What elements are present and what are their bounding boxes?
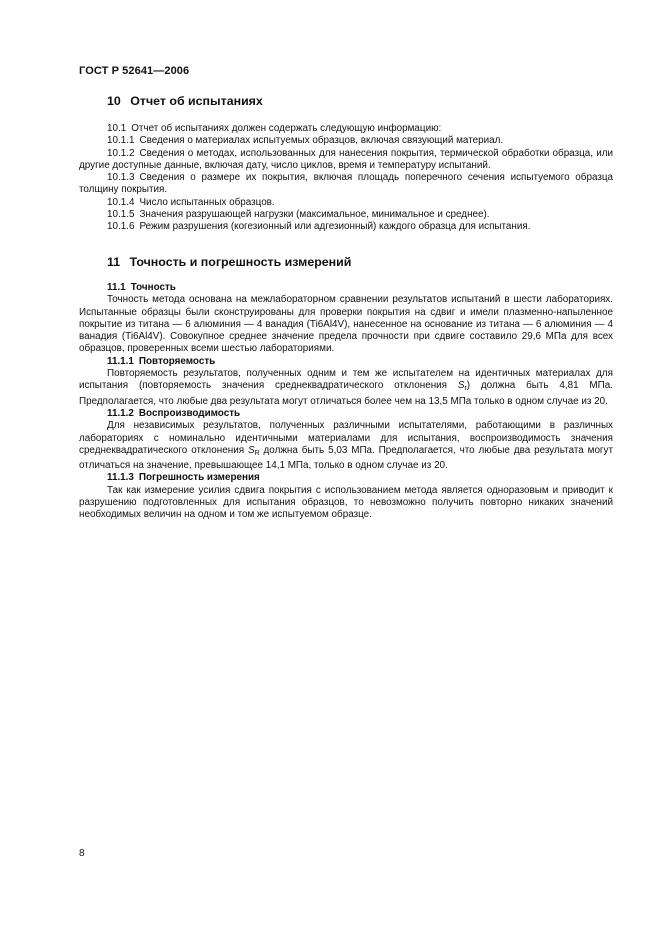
subsection-title: Точность [130,282,176,293]
section-10-heading [107,94,263,108]
symbol-subscript: R [254,449,260,457]
clause-number: 10.1.6 [107,221,135,233]
clause-text: Число испытанных образцов. [139,196,275,208]
paragraph-repeatability [79,368,613,408]
text-run: должна быть 5,03 МПа. Предполагается, что любые два результата могут отличаться на значение, превышающее 14,1 МПа, только в одном случае из 20. [79,444,613,472]
text-run: Повторяемость результатов, полученных одним и тем же испытателем на идентичных материалах для испытания (повторяемость значения среднеквадратического отклонения [79,368,613,392]
text-run: Для независимых результатов, полученных различными испытателями, работающими в различных лабораториях с номинально идентичными материалами для испытания, воспроизводимость значения среднеквадратического отклонения [79,420,613,456]
clause-text: Сведения о методах, использованных для нанесения покрытия, термической обработки образца, или другие доступные данные, включая дату, число циклов, время и температуру испытаний. [79,147,613,171]
clause-10-1-2 [79,148,613,173]
clause-text: Режим разрушения (когезионный или адгезионный) каждого образца для испытания. [139,221,531,233]
symbol-s: S [457,380,465,392]
section-number: 11 [107,255,121,269]
subsection-number: 11.1 [107,282,126,293]
clause-10-1 [79,123,613,135]
page-number: 8 [79,848,85,859]
clause-number: 10.1.5 [107,209,135,221]
text-run: ) должна быть 4,81 МПа. Предполагается, что любые два результата могут отличаться более чем на 13,5 МПа только в одном случае из 20. [79,380,613,407]
clause-text: Значения разрушающей нагрузки (максимальное, минимальное и среднее). [139,209,490,221]
clause-10-1-1 [79,135,613,147]
clause-text: Отчет об испытаниях должен содержать следующую информацию: [131,123,442,134]
subsection-number: 11.1.1 [107,355,134,367]
subsection-title: Повторяемость [138,355,216,367]
clause-10-1-3 [79,172,613,197]
subsection-11-1-1-heading [79,356,613,368]
section-title: Точность и погрешность измерений [129,255,352,269]
symbol-s: S [247,444,255,456]
section-11-heading [107,255,351,269]
subsection-title: Воспроизводимость [138,407,241,419]
clause-10-1-5 [79,209,613,221]
clause-number: 10.1 [107,123,127,134]
section-11-body [79,282,613,522]
paragraph-bias: Так как измерение усилия сдвига покрытия с использованием метода является одноразовым и приводит к разрушению подготовленных для испытания образцов, то невозможно получить повторно никаких значений необходимых величин на одном и том же испытуемом образце. [79,484,613,521]
clause-10-1-6 [79,221,613,233]
subsection-number: 11.1.3 [107,472,134,484]
section-number: 10 [107,94,121,108]
subsection-11-1-2-heading [79,408,613,420]
clause-number: 10.1.3 [107,172,135,184]
clause-text: Сведения о материалах испытуемых образцов, включая связующий материал. [139,135,504,147]
paragraph-reproducibility [79,420,613,472]
subsection-11-1-heading [79,282,613,294]
clause-10-1-4 [79,197,613,209]
paragraph-precision: Точность метода основана на межлабораторном сравнении результатов испытаний в шести лабораториях. Испытанные образцы были сконструированы для проверки покрытия на сдвиг и имели плазменно-напыленное покрытие из титана — 6 алюминия — 4 ванадия (Ti6Al4V), нанесенное на основание из титана — 6 алюминия — 4 ванадия (Ti6Al4V). Совокупное среднее значение предела прочности при сдвиге составило 29,6 МПа для всех образцов, проверенных всеми шестью лабораториями. [79,294,613,355]
clause-number: 10.1.2 [107,147,135,159]
section-title: Отчет об испытаниях [130,94,263,108]
clause-text: Сведения о размере их покрытия, включая площадь поперечного сечения испытуемого образца толщину покрытия. [79,172,613,196]
section-10-body [79,123,613,234]
subsection-11-1-3-heading [79,472,613,484]
clause-number: 10.1.1 [107,135,135,147]
clause-number: 10.1.4 [107,196,135,208]
symbol-subscript: r [464,385,467,393]
subsection-number: 11.1.2 [107,407,134,419]
subsection-title: Погрешность измерения [138,472,260,484]
document-header: ГОСТ Р 52641—2006 [79,65,190,77]
